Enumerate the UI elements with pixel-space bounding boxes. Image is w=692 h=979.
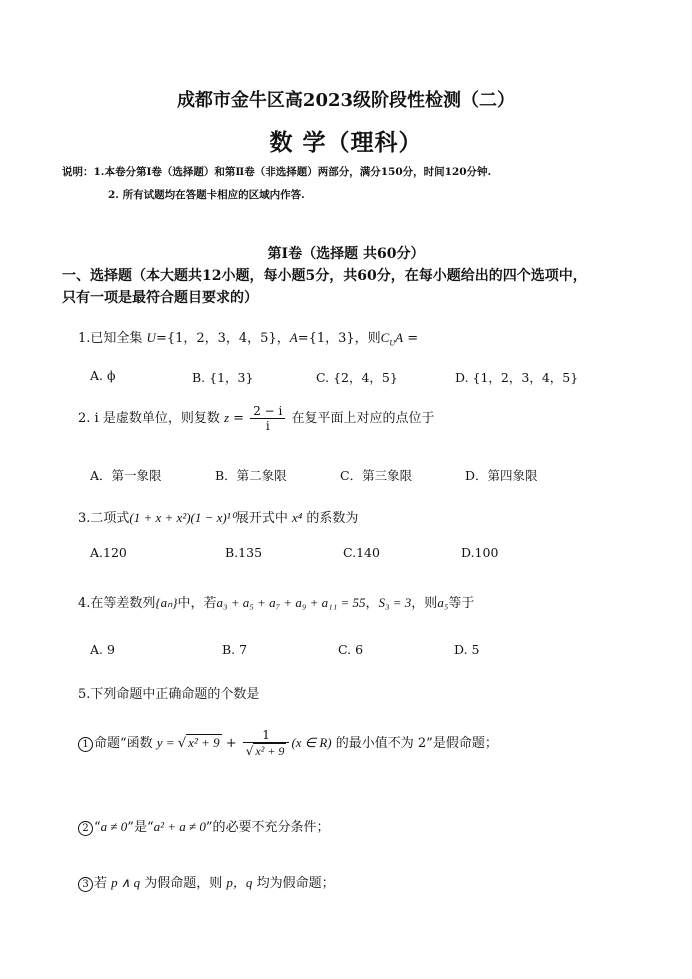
question-1-option-c: C. {2，4，5} (316, 370, 398, 385)
exam-subject: 数 学（理科） (269, 129, 423, 156)
question-4-option-d: D. 5 (454, 642, 480, 657)
question-3-option-d: D.100 (461, 545, 499, 560)
notes-label: 说明： (62, 166, 94, 178)
part-instruction-1: 一、选择题（本大题共12小题，每小题5分，共60分，在每小题给出的四个选项中， (62, 268, 587, 284)
exam-title: 成都市金牛区高2023级阶段性检测（二） (176, 90, 516, 111)
statement-2-marker: 2 (78, 821, 93, 836)
notes-line-2: 2. 所有试题均在答题卡相应的区域内作答. (108, 189, 305, 201)
notes-text-1: 1.本卷分第Ⅰ卷（选择题）和第Ⅱ卷（非选择题）两部分，满分150分，时间120分钟. (93, 166, 492, 178)
question-5-stem: 5.下列命题中正确命题的个数是 (78, 687, 260, 702)
question-4-option-a: A. 9 (90, 642, 115, 657)
question-2-stem: 2. i 是虚数单位，则复数 z = $\frac{2 - i}{i}$ 在复平面上对应的点位于 (78, 404, 435, 433)
statement-1-fraction: $\frac{1}{\text{√ x² + 9}}$ (243, 728, 290, 759)
question-3-option-c: C.140 (343, 545, 380, 560)
statement-1-marker: 1 (78, 737, 93, 752)
statement-1: 1 命题“函数 y = √ x² + 9 + $\frac{1}{\text{√ x² + 9}}$ (x ∈ R) 的最小值不为 2”是假命题； (78, 728, 498, 759)
question-2-option-d: D．第四象限 (465, 468, 538, 483)
question-4-option-c: C. 6 (338, 642, 364, 657)
question-2-option-b: B．第二象限 (215, 468, 287, 483)
question-1-option-b: B. {1，3} (192, 370, 254, 385)
question-1-option-a: A. ϕ (90, 368, 116, 383)
question-1-option-d: D. {1，2，3，4，5} (455, 370, 579, 385)
question-3-option-a: A.120 (90, 545, 127, 560)
notes-line-1 (62, 164, 491, 179)
question-4-option-b: B. 7 (222, 642, 248, 657)
question-1-stem: 1.已知全集 U={1，2，3，4，5}，A={1，3}，则$C_UA$ = (78, 330, 419, 348)
section-title: 第Ⅰ卷（选择题 共60分） (267, 246, 425, 262)
statement-3-marker: 3 (78, 877, 93, 892)
question-2-option-c: C．第三象限 (340, 468, 413, 483)
question-3-option-b: B.135 (225, 545, 263, 560)
question-3-stem: 3.二项式(1 + x + x²)(1 − x)¹⁰展开式中 x⁴ 的系数为 (78, 510, 359, 526)
statement-2: 2 “a ≠ 0”是“a² + a ≠ 0”的必要不充分条件； (78, 816, 330, 836)
question-2-option-a: A．第一象限 (90, 468, 162, 483)
question-2-fraction: $\frac{2 - i}{i}$ (250, 404, 285, 433)
sqrt-expression: √ x² + 9 (177, 735, 220, 751)
question-4-stem: 4.在等差数列{aₙ}中，若a₃ + a₅ + a₇ + a₉ + a₁₁ = 55，S₃ = 3，则a₅等于 (78, 595, 475, 611)
statement-3: 3 若 p ∧ q 为假命题，则 p，q 均为假命题； (78, 872, 335, 892)
part-instruction-2: 只有一项是最符合题目要求的） (62, 290, 258, 306)
